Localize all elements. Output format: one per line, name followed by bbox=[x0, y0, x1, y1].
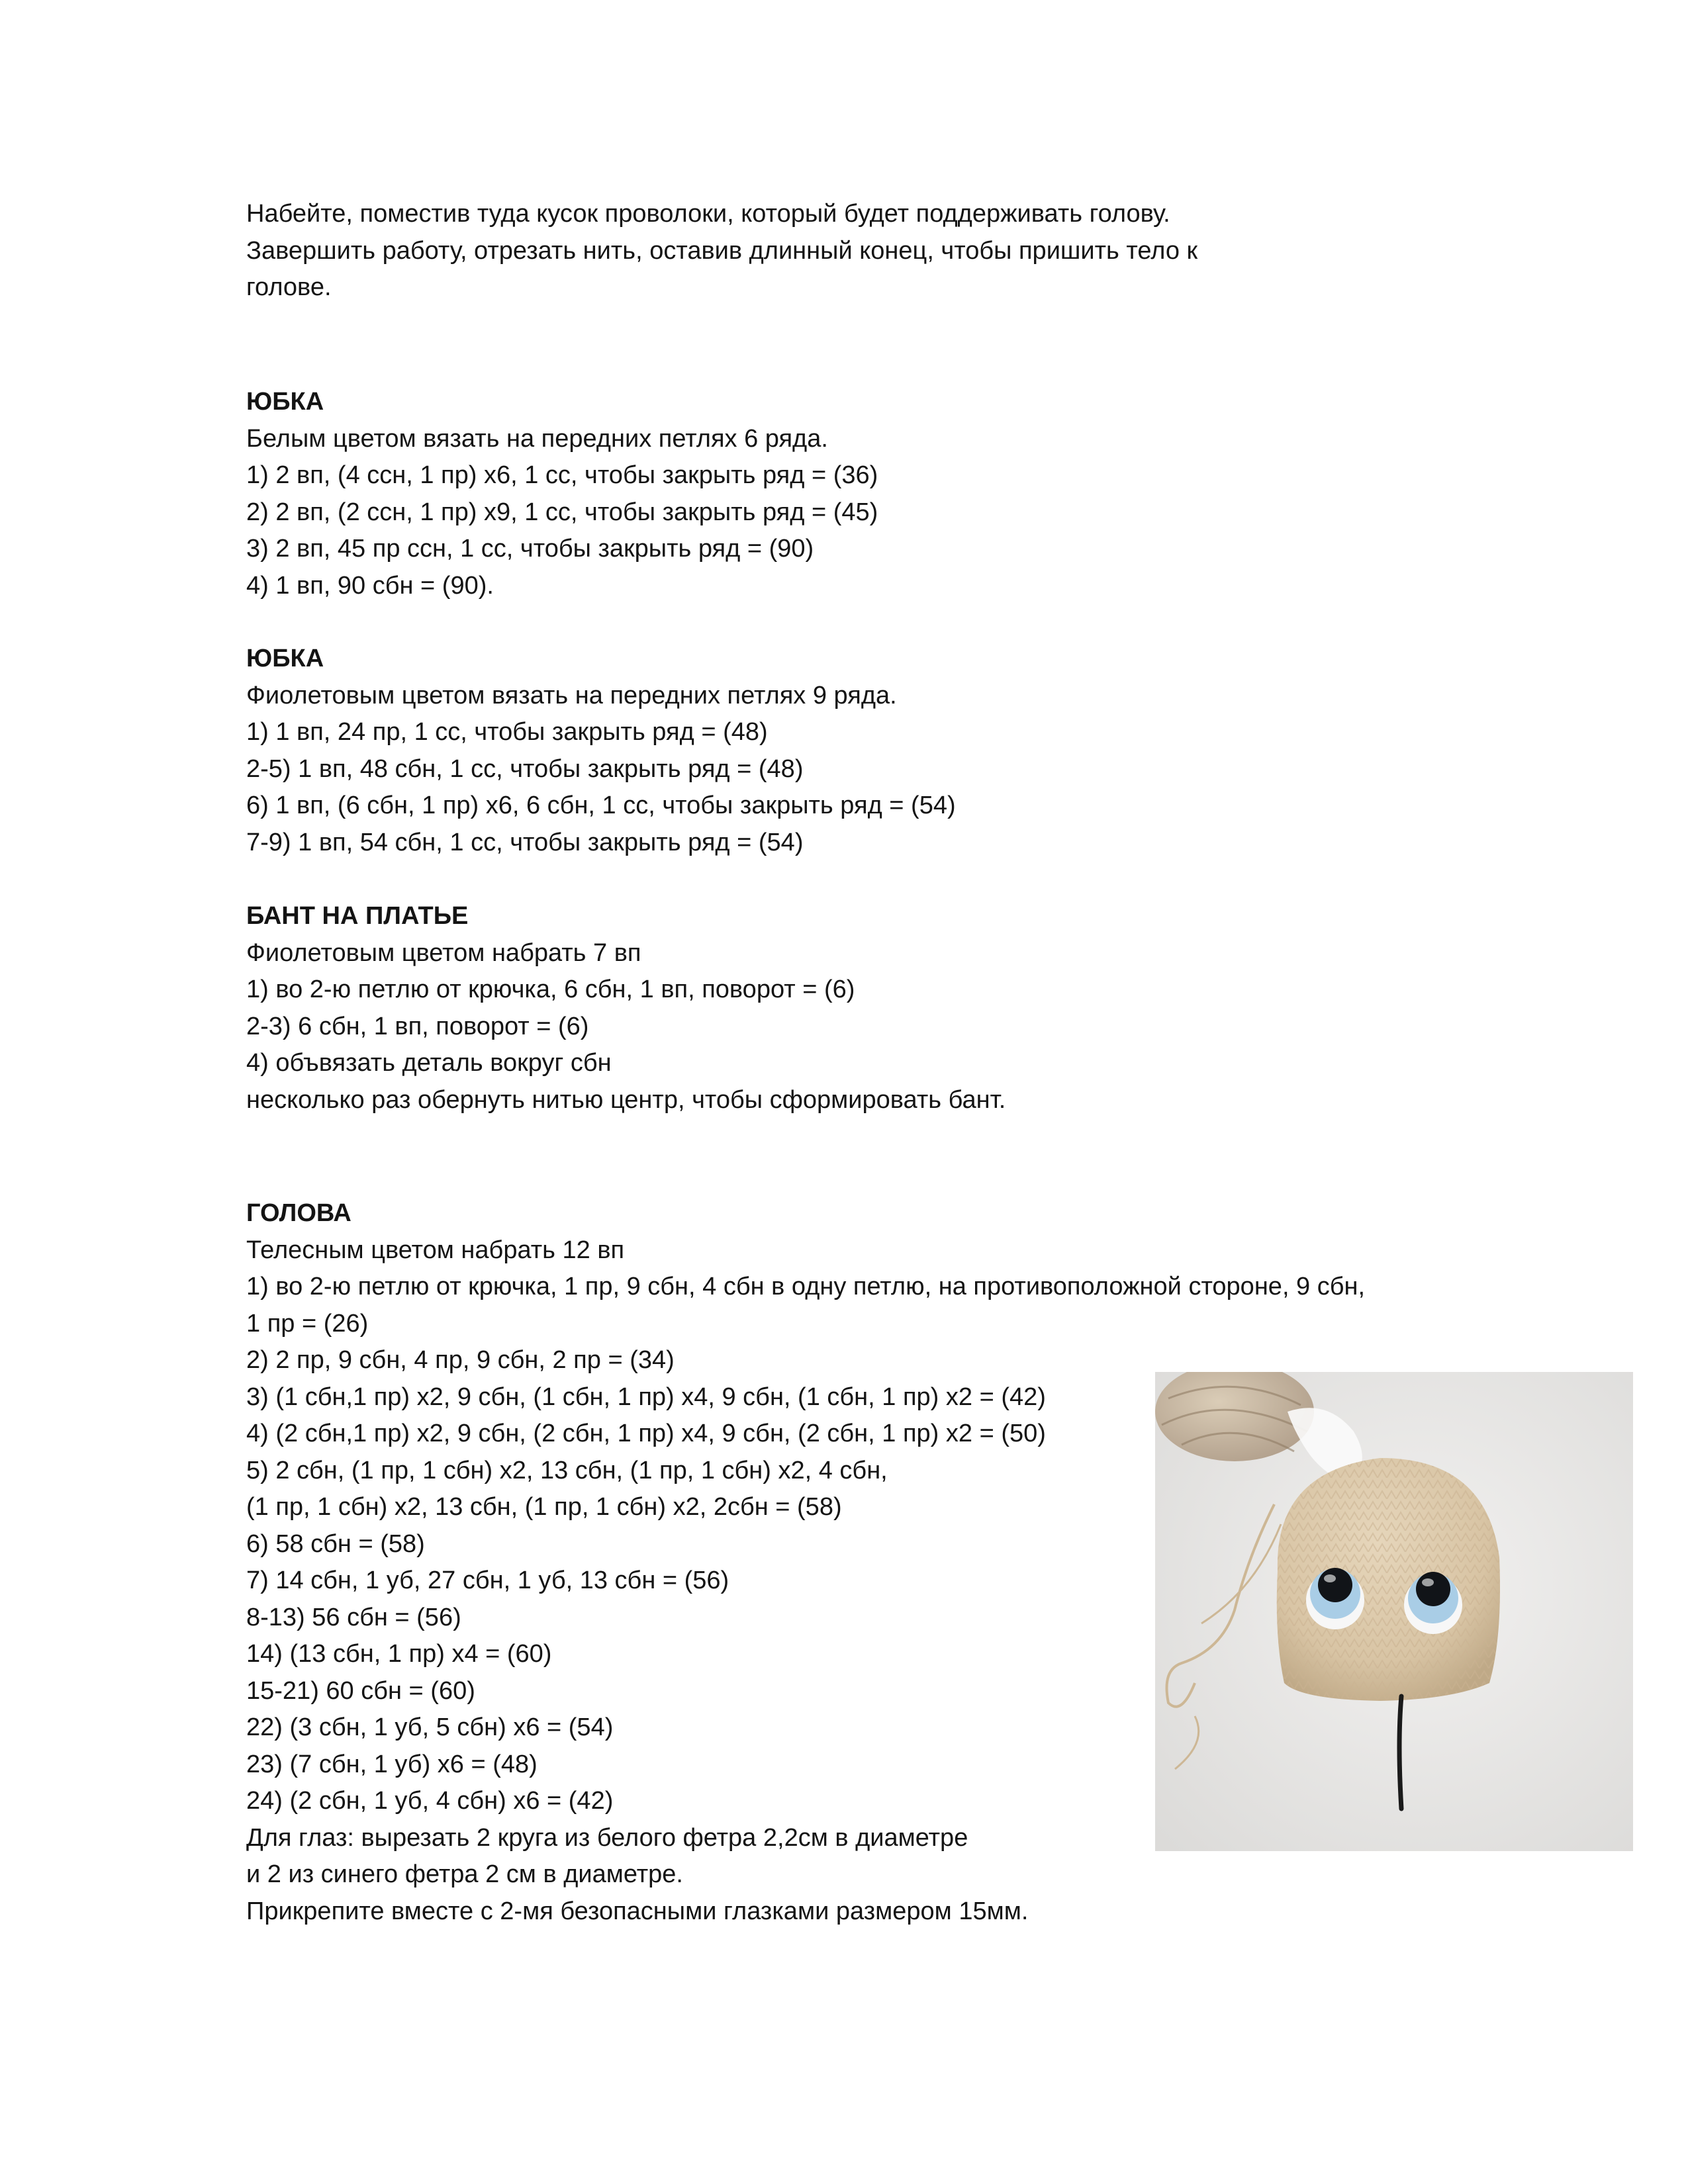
pattern-line: 14) (13 сбн, 1 пр) x4 = (60) bbox=[246, 1640, 552, 1668]
pattern-line: 7) 14 сбн, 1 уб, 27 сбн, 1 уб, 13 сбн = (56) bbox=[246, 1567, 729, 1594]
pattern-line: Прикрепите вместе с 2-мя безопасными глазками размером 15мм. bbox=[246, 1897, 1029, 1925]
section-bow bbox=[246, 898, 1504, 1118]
section-heading: ЮБКА bbox=[246, 645, 324, 672]
pattern-line: Фиолетовым цветом вязать на передних петлях 9 ряда. bbox=[246, 681, 897, 709]
pattern-line: 2) 2 вп, (2 ссн, 1 пр) x9, 1 сс, чтобы закрыть ряд = (45) bbox=[246, 498, 878, 526]
pattern-line: 3) (1 сбн,1 пр) x2, 9 сбн, (1 сбн, 1 пр) x4, 9 сбн, (1 сбн, 1 пр) x2 = (42) bbox=[246, 1383, 1046, 1411]
pattern-line: 15-21) 60 сбн = (60) bbox=[246, 1676, 475, 1705]
pattern-line: 7-9) 1 вп, 54 сбн, 1 сс, чтобы закрыть ряд = (54) bbox=[246, 828, 804, 856]
pattern-line: 6) 1 вп, (6 сбн, 1 пр) x6, 6 сбн, 1 сс, чтобы закрыть ряд = (54) bbox=[246, 792, 956, 819]
pattern-line: Для глаз: вырезать 2 круга из белого фетра 2,2см в диаметре bbox=[246, 1823, 968, 1852]
pattern-line: 3) 2 вп, 45 пр ссн, 1 сс, чтобы закрыть ряд = (90) bbox=[246, 535, 814, 563]
section-heading: БАНТ НА ПЛАТЬЕ bbox=[246, 902, 469, 930]
section-skirt-white bbox=[246, 384, 1504, 604]
pattern-line: 5) 2 сбн, (1 пр, 1 сбн) x2, 13 сбн, (1 пр, 1 сбн) x2, 4 сбн, bbox=[246, 1456, 888, 1484]
pattern-line: 1) во 2-ю петлю от крючка, 1 пр, 9 сбн, 4 сбн в одну петлю, на противоположной стороне, 9 сбн, bbox=[246, 1273, 1366, 1300]
pattern-line: 4) (2 сбн,1 пр) x2, 9 сбн, (2 сбн, 1 пр) x4, 9 сбн, (2 сбн, 1 пр) x2 = (50) bbox=[246, 1420, 1046, 1447]
pattern-line: Белым цветом вязать на передних петлях 6 ряда. bbox=[246, 424, 828, 453]
pattern-line: 22) (3 сбн, 1 уб, 5 сбн) x6 = (54) bbox=[246, 1713, 614, 1741]
pattern-line: 23) (7 сбн, 1 уб) x6 = (48) bbox=[246, 1750, 538, 1778]
section-heading: ГОЛОВА bbox=[246, 1199, 352, 1227]
pattern-line: (1 пр, 1 сбн) x2, 13 сбн, (1 пр, 1 сбн) x2, 2сбн = (58) bbox=[246, 1493, 842, 1521]
pattern-line: 8-13) 56 сбн = (56) bbox=[246, 1603, 461, 1631]
pattern-line: Фиолетовым цветом набрать 7 вп bbox=[246, 938, 641, 967]
pattern-line: несколько раз обернуть нитью центр, чтобы сформировать бант. bbox=[246, 1085, 1006, 1114]
pattern-line: 2-3) 6 сбн, 1 вп, поворот = (6) bbox=[246, 1012, 589, 1040]
section-skirt-violet bbox=[246, 641, 1504, 861]
pattern-line: 2) 2 пр, 9 сбн, 4 пр, 9 сбн, 2 пр = (34) bbox=[246, 1346, 675, 1374]
pattern-line: 4) объвязать деталь вокруг сбн bbox=[246, 1049, 612, 1077]
pattern-line: 1) во 2-ю петлю от крючка, 6 сбн, 1 вп, поворот = (6) bbox=[246, 976, 855, 1003]
pattern-line: 1) 1 вп, 24 пр, 1 сс, чтобы закрыть ряд = (48) bbox=[246, 718, 768, 746]
pattern-line: Телесным цветом набрать 12 вп bbox=[246, 1236, 625, 1264]
pattern-line: и 2 из синего фетра 2 см в диаметре. bbox=[246, 1860, 683, 1888]
pattern-line: 1 пр = (26) bbox=[246, 1309, 369, 1338]
intro-line: Набейте, поместив туда кусок проволоки, который будет поддерживать голову. bbox=[246, 200, 1170, 228]
pattern-line: 2-5) 1 вп, 48 сбн, 1 сс, чтобы закрыть ряд = (48) bbox=[246, 754, 804, 783]
intro-line: голове. bbox=[246, 273, 332, 301]
crochet-head-photo bbox=[1155, 1372, 1633, 1851]
support-wire bbox=[1399, 1696, 1401, 1809]
pattern-line: 6) 58 сбн = (58) bbox=[246, 1529, 425, 1558]
pattern-line: 4) 1 вп, 90 сбн = (90). bbox=[246, 571, 494, 600]
intro-line: Завершить работу, отрезать нить, оставив длинный конец, чтобы пришить тело к bbox=[246, 236, 1198, 265]
pattern-line: 1) 2 вп, (4 ссн, 1 пр) x6, 1 сс, чтобы закрыть ряд = (36) bbox=[246, 461, 878, 489]
intro-paragraph bbox=[246, 196, 1504, 306]
pattern-line: 24) (2 сбн, 1 уб, 4 сбн) x6 = (42) bbox=[246, 1787, 614, 1815]
section-heading: ЮБКА bbox=[246, 388, 324, 416]
